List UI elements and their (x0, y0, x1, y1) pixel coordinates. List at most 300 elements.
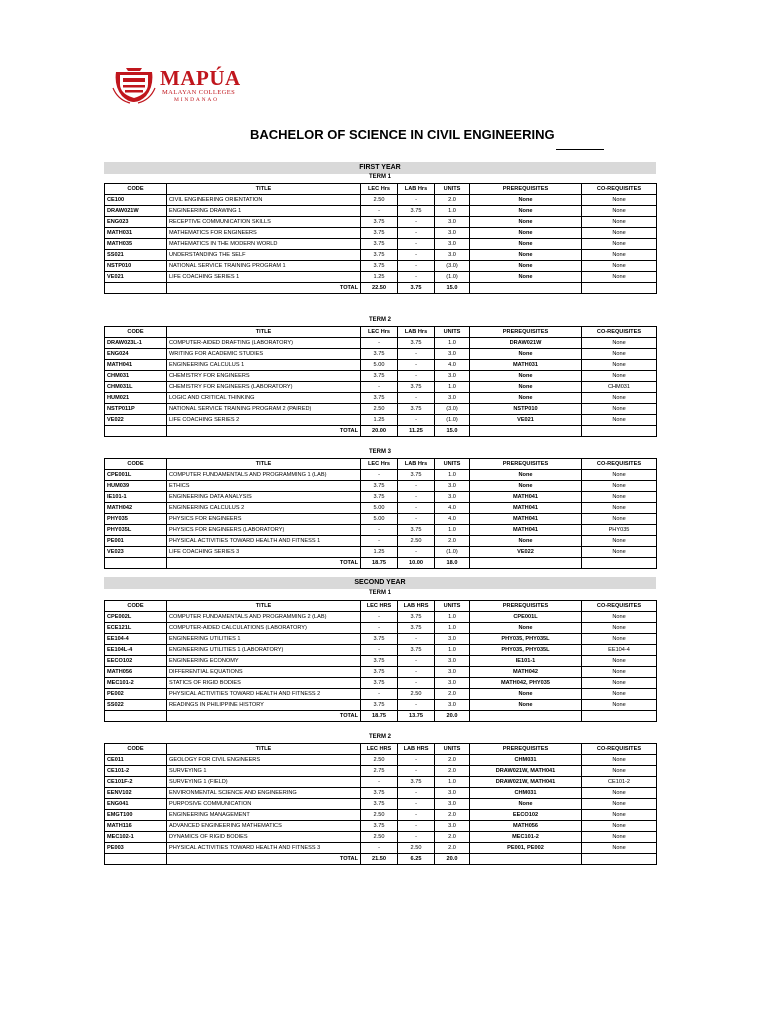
lec-hours: - (361, 612, 398, 623)
units: 2.0 (435, 843, 470, 854)
table-row (105, 272, 657, 283)
total-lec-hours: 21.50 (361, 854, 398, 865)
course-title: ENGINEERING DATA ANALYSIS (167, 492, 361, 503)
lab-hours: - (398, 261, 435, 272)
prerequisites: None (470, 689, 582, 700)
course-title: ENVIRONMENTAL SCIENCE AND ENGINEERING (167, 788, 361, 799)
corequisites: None (582, 228, 657, 239)
table-row (105, 503, 657, 514)
lab-hours: 2.50 (398, 536, 435, 547)
corequisites: None (582, 360, 657, 371)
lec-hours: 3.75 (361, 821, 398, 832)
corequisites: None (582, 393, 657, 404)
corequisites: None (582, 810, 657, 821)
prerequisites: None (470, 481, 582, 492)
prerequisites: MEC101-2 (470, 832, 582, 843)
corequisites: None (582, 404, 657, 415)
course-title: MATHEMATICS FOR ENGINEERS (167, 228, 361, 239)
course-code: PHY035L (105, 525, 167, 536)
page-title: BACHELOR OF SCIENCE IN CIVIL ENGINEERING (250, 127, 555, 142)
total-units: 20.0 (435, 854, 470, 865)
course-title: COMPUTER FUNDAMENTALS AND PROGRAMMING 1 (LAB) (167, 470, 361, 481)
header-corequisites: CO-REQUISITES (582, 327, 657, 338)
lec-hours: - (361, 525, 398, 536)
table-row (105, 821, 657, 832)
prerequisites: MATH041 (470, 503, 582, 514)
year-band-first: FIRST YEAR (104, 162, 656, 174)
lec-hours: 3.75 (361, 678, 398, 689)
total-lec-hours: 22.50 (361, 283, 398, 294)
prerequisites: None (470, 371, 582, 382)
lec-hours: 3.75 (361, 788, 398, 799)
course-title: ENGINEERING UTILITIES 1 (LABORATORY) (167, 645, 361, 656)
corequisites: None (582, 634, 657, 645)
units: (1.0) (435, 415, 470, 426)
prerequisites: None (470, 349, 582, 360)
lec-hours: 3.75 (361, 371, 398, 382)
corequisites: EE104-4 (582, 645, 657, 656)
course-code: NSTP011P (105, 404, 167, 415)
table-row (105, 514, 657, 525)
prerequisites: None (470, 239, 582, 250)
lec-hours: - (361, 777, 398, 788)
units: (3.0) (435, 261, 470, 272)
course-title: COMPUTER-AIDED DRAFTING (LABORATORY) (167, 338, 361, 349)
header-title: TITLE (167, 744, 361, 755)
total-empty (470, 558, 582, 569)
table-row (105, 382, 657, 393)
prerequisites: PE001, PE002 (470, 843, 582, 854)
prerequisites: None (470, 799, 582, 810)
lab-hours: - (398, 415, 435, 426)
total-row (105, 711, 657, 722)
header-lab-hrs: LAB Hrs (398, 184, 435, 195)
term-label: TERM 2 (368, 734, 391, 740)
term-label: TERM 1 (368, 174, 391, 180)
units: 1.0 (435, 645, 470, 656)
header-prerequisites: PREREQUISITES (470, 744, 582, 755)
corequisites: None (582, 195, 657, 206)
prerequisites: CPE001L (470, 612, 582, 623)
course-title: ENGINEERING CALCULUS 2 (167, 503, 361, 514)
course-code: MATH056 (105, 667, 167, 678)
table-row (105, 755, 657, 766)
course-code: CHM031 (105, 371, 167, 382)
course-title: LIFE COACHING SERIES 2 (167, 415, 361, 426)
total-lec-hours: 20.00 (361, 426, 398, 437)
course-code: EECO102 (105, 656, 167, 667)
course-code: MATH042 (105, 503, 167, 514)
course-code: HUM021 (105, 393, 167, 404)
prerequisites: None (470, 536, 582, 547)
corequisites: None (582, 667, 657, 678)
header-units: UNITS (435, 459, 470, 470)
header-lab-hrs: LAB HRS (398, 601, 435, 612)
term-table (104, 600, 657, 722)
corequisites: None (582, 799, 657, 810)
course-title: ENGINEERING DRAWING 1 (167, 206, 361, 217)
corequisites: None (582, 217, 657, 228)
lec-hours: 2.50 (361, 810, 398, 821)
table-row (105, 766, 657, 777)
header-prerequisites: PREREQUISITES (470, 184, 582, 195)
lab-hours: - (398, 832, 435, 843)
table-row (105, 678, 657, 689)
total-lab-hours: 3.75 (398, 283, 435, 294)
course-title: MATHEMATICS IN THE MODERN WORLD (167, 239, 361, 250)
lab-hours: - (398, 788, 435, 799)
units: 3.0 (435, 250, 470, 261)
table-row (105, 371, 657, 382)
course-title: LIFE COACHING SERIES 3 (167, 547, 361, 558)
course-title: ENGINEERING MANAGEMENT (167, 810, 361, 821)
units: 2.0 (435, 536, 470, 547)
lec-hours: 2.50 (361, 195, 398, 206)
corequisites: None (582, 821, 657, 832)
school-logo (112, 62, 252, 106)
units: 1.0 (435, 206, 470, 217)
course-title: PHYSICAL ACTIVITIES TOWARD HEALTH AND FITNESS 1 (167, 536, 361, 547)
course-code: ENG041 (105, 799, 167, 810)
course-code: MATH116 (105, 821, 167, 832)
prerequisites: VE022 (470, 547, 582, 558)
course-code: CPE002L (105, 612, 167, 623)
header-title: TITLE (167, 459, 361, 470)
course-code: CE101-2 (105, 766, 167, 777)
units: 1.0 (435, 382, 470, 393)
header-lab-hrs: LAB Hrs (398, 459, 435, 470)
table-row (105, 360, 657, 371)
header-code: CODE (105, 327, 167, 338)
lab-hours: - (398, 667, 435, 678)
table-row (105, 788, 657, 799)
term-table (104, 458, 657, 569)
lab-hours: 3.75 (398, 623, 435, 634)
course-code: VE022 (105, 415, 167, 426)
table-row (105, 634, 657, 645)
header-code: CODE (105, 459, 167, 470)
units: 3.0 (435, 239, 470, 250)
corequisites: None (582, 678, 657, 689)
prerequisites: MATH041 (470, 514, 582, 525)
course-code: VE021 (105, 272, 167, 283)
course-title: RECEPTIVE COMMUNICATION SKILLS (167, 217, 361, 228)
units: (1.0) (435, 272, 470, 283)
table-row (105, 667, 657, 678)
course-code: MATH031 (105, 228, 167, 239)
corequisites: None (582, 623, 657, 634)
course-title: ENGINEERING ECONOMY (167, 656, 361, 667)
corequisites: None (582, 843, 657, 854)
corequisites: None (582, 656, 657, 667)
prerequisites: PHY035, PHY035L (470, 634, 582, 645)
course-title: COMPUTER-AIDED CALCULATIONS (LABORATORY) (167, 623, 361, 634)
total-lab-hours: 13.75 (398, 711, 435, 722)
units: 2.0 (435, 689, 470, 700)
course-title: PHYSICS FOR ENGINEERS (167, 514, 361, 525)
units: 1.0 (435, 612, 470, 623)
total-empty (470, 283, 582, 294)
corequisites: CE101-2 (582, 777, 657, 788)
lec-hours: 2.50 (361, 755, 398, 766)
prerequisites: None (470, 272, 582, 283)
school-name: MAPÚA (160, 66, 241, 90)
lab-hours: - (398, 514, 435, 525)
prerequisites: IE101-1 (470, 656, 582, 667)
table-row (105, 700, 657, 711)
corequisites: None (582, 272, 657, 283)
title-underline (556, 149, 604, 150)
lab-hours: 3.75 (398, 470, 435, 481)
table-row (105, 492, 657, 503)
units: 3.0 (435, 217, 470, 228)
lec-hours: 3.75 (361, 228, 398, 239)
units: 1.0 (435, 525, 470, 536)
total-lec-hours: 18.75 (361, 558, 398, 569)
lec-hours: 2.50 (361, 404, 398, 415)
corequisites: None (582, 481, 657, 492)
units: 4.0 (435, 514, 470, 525)
course-code: EENV102 (105, 788, 167, 799)
lab-hours: - (398, 195, 435, 206)
header-units: UNITS (435, 184, 470, 195)
header-code: CODE (105, 601, 167, 612)
units: 1.0 (435, 777, 470, 788)
lab-hours: - (398, 799, 435, 810)
lab-hours: - (398, 217, 435, 228)
lec-hours: 3.75 (361, 261, 398, 272)
lab-hours: - (398, 503, 435, 514)
course-title: DYNAMICS OF RIGID BODIES (167, 832, 361, 843)
header-prerequisites: PREREQUISITES (470, 327, 582, 338)
units: 3.0 (435, 481, 470, 492)
total-blank (105, 854, 167, 865)
corequisites: None (582, 349, 657, 360)
total-row (105, 854, 657, 865)
total-empty (470, 426, 582, 437)
prerequisites: None (470, 250, 582, 261)
lec-hours: 3.75 (361, 250, 398, 261)
course-title: ENGINEERING UTILITIES 1 (167, 634, 361, 645)
lab-hours: 3.75 (398, 612, 435, 623)
lec-hours: 3.75 (361, 217, 398, 228)
units: 2.0 (435, 810, 470, 821)
course-code: PE002 (105, 689, 167, 700)
table-row (105, 547, 657, 558)
prerequisites: MATH041 (470, 492, 582, 503)
header-lec-hrs: LEC HRS (361, 744, 398, 755)
table-row (105, 393, 657, 404)
lab-hours: - (398, 766, 435, 777)
course-code: MEC102-1 (105, 832, 167, 843)
header-units: UNITS (435, 601, 470, 612)
prerequisites: None (470, 206, 582, 217)
course-code: EE104L-4 (105, 645, 167, 656)
lab-hours: - (398, 371, 435, 382)
corequisites: None (582, 250, 657, 261)
units: 1.0 (435, 470, 470, 481)
course-code: DRAW021W (105, 206, 167, 217)
units: 2.0 (435, 195, 470, 206)
lec-hours: 1.25 (361, 547, 398, 558)
course-code: SS022 (105, 700, 167, 711)
prerequisites: MATH041 (470, 525, 582, 536)
lab-hours: - (398, 656, 435, 667)
total-empty (582, 854, 657, 865)
table-row (105, 656, 657, 667)
units: 3.0 (435, 700, 470, 711)
table-row (105, 217, 657, 228)
table-row (105, 536, 657, 547)
header-title: TITLE (167, 601, 361, 612)
units: 1.0 (435, 338, 470, 349)
table-row (105, 228, 657, 239)
header-lec-hrs: LEC Hrs (361, 327, 398, 338)
course-code: IE101-1 (105, 492, 167, 503)
course-title: COMPUTER FUNDAMENTALS AND PROGRAMMING 2 (LAB) (167, 612, 361, 623)
units: 3.0 (435, 678, 470, 689)
course-title: CHEMISTRY FOR ENGINEERS (LABORATORY) (167, 382, 361, 393)
table-row (105, 645, 657, 656)
total-blank (105, 558, 167, 569)
term-label: TERM 3 (368, 449, 391, 455)
header-lab-hrs: LAB HRS (398, 744, 435, 755)
table-row (105, 810, 657, 821)
lab-hours: - (398, 349, 435, 360)
lab-hours: - (398, 250, 435, 261)
total-units: 20.0 (435, 711, 470, 722)
corequisites: None (582, 239, 657, 250)
year-band-second: SECOND YEAR (104, 577, 656, 589)
corequisites: None (582, 755, 657, 766)
table-row (105, 206, 657, 217)
course-code: MATH041 (105, 360, 167, 371)
total-label: TOTAL (167, 854, 361, 865)
course-code: PHY035 (105, 514, 167, 525)
course-code: CE101F-2 (105, 777, 167, 788)
course-title: PHYSICAL ACTIVITIES TOWARD HEALTH AND FITNESS 2 (167, 689, 361, 700)
lab-hours: - (398, 821, 435, 832)
course-title: ADVANCED ENGINEERING MATHEMATICS (167, 821, 361, 832)
header-lec-hrs: LEC Hrs (361, 184, 398, 195)
lec-hours: 3.75 (361, 492, 398, 503)
course-title: LIFE COACHING SERIES 1 (167, 272, 361, 283)
total-units: 15.0 (435, 426, 470, 437)
course-code: PE001 (105, 536, 167, 547)
prerequisites: MATH042 (470, 667, 582, 678)
prerequisites: None (470, 382, 582, 393)
prerequisites: CHM031 (470, 788, 582, 799)
course-code: ENG023 (105, 217, 167, 228)
units: 3.0 (435, 349, 470, 360)
total-row (105, 426, 657, 437)
lec-hours: 5.00 (361, 503, 398, 514)
lec-hours: - (361, 382, 398, 393)
corequisites: None (582, 470, 657, 481)
total-blank (105, 283, 167, 294)
header-code: CODE (105, 744, 167, 755)
prerequisites: EECO102 (470, 810, 582, 821)
table-row (105, 612, 657, 623)
term-label: TERM 2 (368, 317, 391, 323)
prerequisites: None (470, 261, 582, 272)
course-title: PURPOSIVE COMMUNICATION (167, 799, 361, 810)
table-row (105, 689, 657, 700)
header-units: UNITS (435, 327, 470, 338)
course-title: WRITING FOR ACADEMIC STUDIES (167, 349, 361, 360)
lab-hours: 2.50 (398, 843, 435, 854)
course-title: PHYSICAL ACTIVITIES TOWARD HEALTH AND FITNESS 3 (167, 843, 361, 854)
table-row (105, 832, 657, 843)
lab-hours: 3.75 (398, 338, 435, 349)
units: 3.0 (435, 393, 470, 404)
total-empty (582, 558, 657, 569)
corequisites: None (582, 206, 657, 217)
units: 3.0 (435, 634, 470, 645)
school-campus: MINDANAO (174, 97, 219, 103)
lec-hours: 3.75 (361, 634, 398, 645)
lec-hours: 3.75 (361, 667, 398, 678)
course-title: SURVEYING 1 (167, 766, 361, 777)
course-title: SURVEYING 1 (FIELD) (167, 777, 361, 788)
prerequisites: CHM031 (470, 755, 582, 766)
prerequisites: MATH056 (470, 821, 582, 832)
corequisites: None (582, 700, 657, 711)
lec-hours: 3.75 (361, 481, 398, 492)
course-title: NATIONAL SERVICE TRAINING PROGRAM 2 (PAIRED) (167, 404, 361, 415)
units: (1.0) (435, 547, 470, 558)
header-lab-hrs: LAB Hrs (398, 327, 435, 338)
lab-hours: 3.75 (398, 645, 435, 656)
lec-hours: 3.75 (361, 799, 398, 810)
term-table (104, 743, 657, 865)
total-units: 15.0 (435, 283, 470, 294)
table-row (105, 525, 657, 536)
course-code: EE104-4 (105, 634, 167, 645)
units: 3.0 (435, 228, 470, 239)
units: 3.0 (435, 492, 470, 503)
units: 3.0 (435, 788, 470, 799)
table-row (105, 481, 657, 492)
course-code: CPE001L (105, 470, 167, 481)
units: 3.0 (435, 667, 470, 678)
table-row (105, 195, 657, 206)
prerequisites: MATH031 (470, 360, 582, 371)
prerequisites: VE021 (470, 415, 582, 426)
course-title: ETHICS (167, 481, 361, 492)
lec-hours: 3.75 (361, 239, 398, 250)
course-title: CIVIL ENGINEERING ORIENTATION (167, 195, 361, 206)
course-title: ENGINEERING CALCULUS 1 (167, 360, 361, 371)
term-table (104, 326, 657, 437)
header-corequisites: CO-REQUISITES (582, 459, 657, 470)
header-prerequisites: PREREQUISITES (470, 459, 582, 470)
total-label: TOTAL (167, 426, 361, 437)
prerequisites: None (470, 470, 582, 481)
course-title: GEOLOGY FOR CIVIL ENGINEERS (167, 755, 361, 766)
lab-hours: - (398, 239, 435, 250)
header-lec-hrs: LEC Hrs (361, 459, 398, 470)
header-corequisites: CO-REQUISITES (582, 744, 657, 755)
lec-hours: - (361, 689, 398, 700)
units: 2.0 (435, 832, 470, 843)
corequisites: None (582, 536, 657, 547)
table-row (105, 239, 657, 250)
total-empty (582, 426, 657, 437)
lec-hours: 3.75 (361, 656, 398, 667)
units: 2.0 (435, 766, 470, 777)
corequisites: None (582, 415, 657, 426)
